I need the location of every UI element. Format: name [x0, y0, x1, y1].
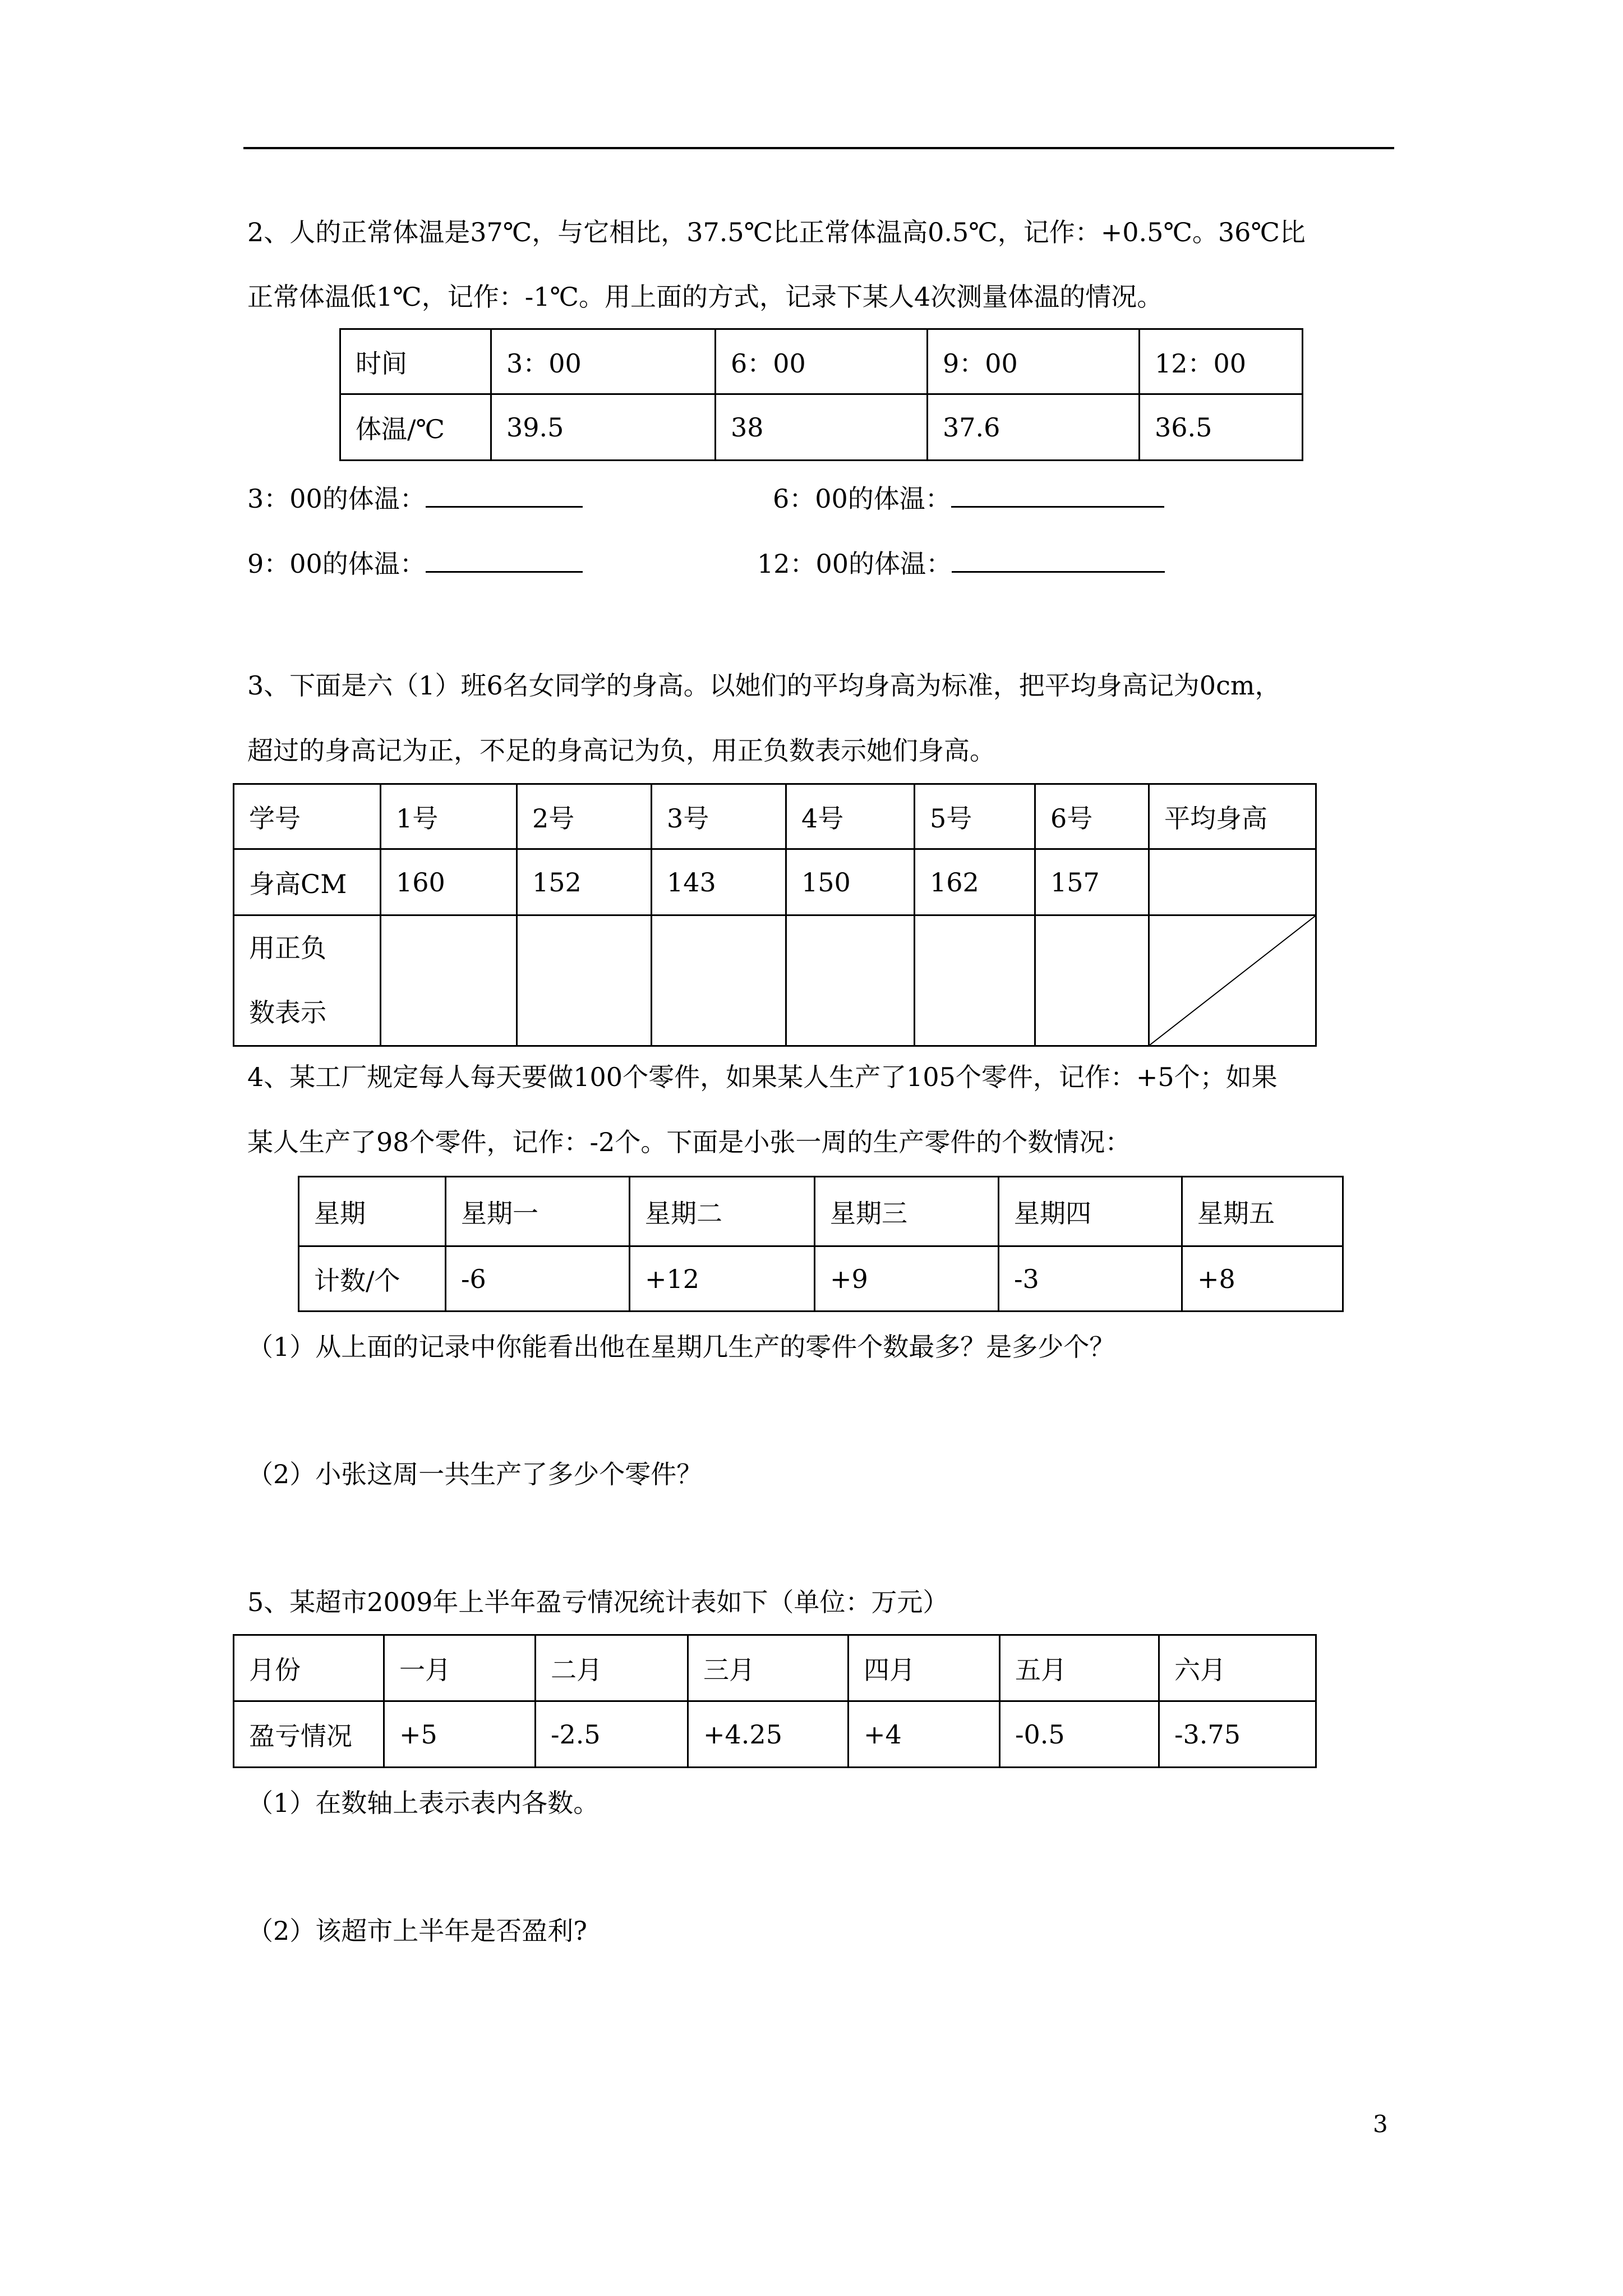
q5-profit-table — [233, 1634, 1317, 1768]
q5-header-cell: 六月 — [1159, 1635, 1316, 1701]
q3-height-cell: 152 — [517, 849, 652, 915]
q3-signed-cell[interactable] — [1035, 915, 1149, 1046]
q3-signed-cell[interactable] — [517, 915, 652, 1046]
q3-header-cell: 6号 — [1035, 784, 1149, 849]
q4-table-header-row — [299, 1177, 1343, 1246]
q3-table-header-row — [234, 784, 1316, 849]
q3-signed-cell[interactable] — [652, 915, 786, 1046]
q3-signed-label-line-1: 用正负 — [249, 933, 326, 963]
q3-heights-label: 身高CM — [234, 849, 381, 915]
q4-sub-question-1: （1）从上面的记录中你能看出他在星期几生产的零件个数最多？是多少个？ — [247, 1332, 1115, 1362]
q5-sub-question-2: （2）该超市上半年是否盈利? — [247, 1916, 587, 1946]
q2-answer-9h — [247, 542, 583, 581]
q2-answer-label: 6：00的体温： — [773, 484, 951, 514]
q4-header-cell: 星期四 — [999, 1177, 1182, 1246]
q5-header-cell: 四月 — [849, 1635, 1000, 1701]
q3-signed-label — [234, 915, 381, 1046]
q4-header-cell: 星期三 — [815, 1177, 999, 1246]
q2-data-cell: 37.6 — [928, 394, 1140, 461]
q4-data-cell: +9 — [815, 1246, 999, 1312]
q4-data-cell: +8 — [1182, 1246, 1343, 1312]
q2-header-cell: 6：00 — [716, 329, 928, 394]
q2-answer-6h — [773, 477, 1164, 516]
q2-header-cell: 3：00 — [491, 329, 716, 394]
q5-data-cell: -3.75 — [1159, 1701, 1316, 1768]
q3-signed-cell[interactable] — [786, 915, 915, 1046]
q5-data-cell: 盈亏情况 — [234, 1701, 384, 1768]
q4-data-cell: +12 — [630, 1246, 815, 1312]
q5-table-data-row — [234, 1701, 1316, 1768]
q2-answer-label: 9：00的体温： — [247, 549, 426, 579]
answer-blank[interactable] — [952, 542, 1165, 573]
q5-text-line-1: 5、某超市2009年上半年盈亏情况统计表如下（单位：万元） — [247, 1587, 949, 1617]
q4-data-cell: -3 — [999, 1246, 1182, 1312]
answer-blank[interactable] — [951, 477, 1164, 508]
q4-text-line-2: 某人生产了98个零件，记作：-2个。下面是小张一周的生产零件的个数情况： — [247, 1127, 1131, 1157]
answer-blank[interactable] — [426, 477, 583, 508]
q3-header-cell: 平均身高 — [1149, 784, 1316, 849]
q4-data-cell: 计数/个 — [299, 1246, 446, 1312]
q3-height-cell: 157 — [1035, 849, 1149, 915]
q5-header-cell: 五月 — [1000, 1635, 1159, 1701]
q2-header-cell: 9：00 — [928, 329, 1140, 394]
q5-data-cell: +4.25 — [688, 1701, 849, 1768]
q4-header-cell: 星期二 — [630, 1177, 815, 1246]
q4-text-line-1: 4、某工厂规定每人每天要做100个零件，如果某人生产了105个零件，记作：+5个；如果 — [247, 1062, 1278, 1092]
header-rule — [243, 147, 1394, 149]
q2-table-header-row — [340, 329, 1303, 394]
q3-header-cell: 1号 — [381, 784, 517, 849]
q3-signed-label-line-2: 数表示 — [249, 997, 326, 1028]
q4-header-cell: 星期五 — [1182, 1177, 1343, 1246]
q3-height-cell: 143 — [652, 849, 786, 915]
q3-text-line-1: 3、下面是六（1）班6名女同学的身高。以她们的平均身高为标准，把平均身高记为0cm， — [247, 670, 1281, 701]
q2-text-line-1: 2、人的正常体温是37℃，与它相比，37.5℃比正常体温高0.5℃，记作：+0.5℃。36℃比 — [247, 217, 1306, 247]
answer-blank[interactable] — [426, 542, 583, 573]
q2-answer-label: 12：00的体温： — [757, 549, 952, 579]
q2-header-cell: 12：00 — [1140, 329, 1303, 394]
q5-data-cell: +4 — [849, 1701, 1000, 1768]
q2-answer-12h — [757, 542, 1165, 581]
q2-table-data-row — [340, 394, 1303, 461]
q4-header-cell: 星期 — [299, 1177, 446, 1246]
q4-table-data-row — [299, 1246, 1343, 1312]
q3-text-line-2: 超过的身高记为正，不足的身高记为负，用正负数表示她们身高。 — [247, 735, 995, 766]
q2-temperature-table — [339, 328, 1303, 461]
q3-header-cell: 4号 — [786, 784, 915, 849]
q2-data-cell: 36.5 — [1140, 394, 1303, 461]
q5-header-cell: 一月 — [384, 1635, 536, 1701]
q3-crossed-out-cell — [1149, 915, 1316, 1046]
q3-table-heights-row — [234, 849, 1316, 915]
q3-table-signed-row — [234, 915, 1316, 1046]
q2-answer-3h — [247, 477, 583, 516]
q5-table-header-row — [234, 1635, 1316, 1701]
q5-header-cell: 二月 — [536, 1635, 688, 1701]
q3-header-cell: 学号 — [234, 784, 381, 849]
q3-header-cell: 3号 — [652, 784, 786, 849]
q3-header-cell: 5号 — [915, 784, 1035, 849]
q2-data-cell: 39.5 — [491, 394, 716, 461]
q5-header-cell: 月份 — [234, 1635, 384, 1701]
q2-answer-label: 3：00的体温： — [247, 484, 426, 514]
q3-height-cell: 150 — [786, 849, 915, 915]
diagonal-line — [1150, 916, 1315, 1045]
q2-text-line-2: 正常体温低1℃，记作：-1℃。用上面的方式，记录下某人4次测量体温的情况。 — [247, 282, 1163, 312]
q4-production-table — [298, 1176, 1344, 1312]
q3-average-cell[interactable] — [1149, 849, 1316, 915]
q3-height-cell: 160 — [381, 849, 517, 915]
q5-header-cell: 三月 — [688, 1635, 849, 1701]
q2-data-cell: 体温/℃ — [340, 394, 491, 461]
q4-data-cell: -6 — [446, 1246, 630, 1312]
q3-signed-cell[interactable] — [915, 915, 1035, 1046]
q3-height-table — [233, 783, 1317, 1047]
q5-sub-question-1: （1）在数轴上表示表内各数。 — [247, 1788, 600, 1818]
q5-data-cell: -0.5 — [1000, 1701, 1159, 1768]
q4-header-cell: 星期一 — [446, 1177, 630, 1246]
q2-header-cell: 时间 — [340, 329, 491, 394]
q3-signed-cell[interactable] — [381, 915, 517, 1046]
q4-sub-question-2: （2）小张这周一共生产了多少个零件？ — [247, 1459, 703, 1489]
q3-height-cell: 162 — [915, 849, 1035, 915]
q2-data-cell: 38 — [716, 394, 928, 461]
q3-header-cell: 2号 — [517, 784, 652, 849]
page-number: 3 — [1373, 2110, 1388, 2138]
q5-data-cell: -2.5 — [536, 1701, 688, 1768]
q5-data-cell: +5 — [384, 1701, 536, 1768]
